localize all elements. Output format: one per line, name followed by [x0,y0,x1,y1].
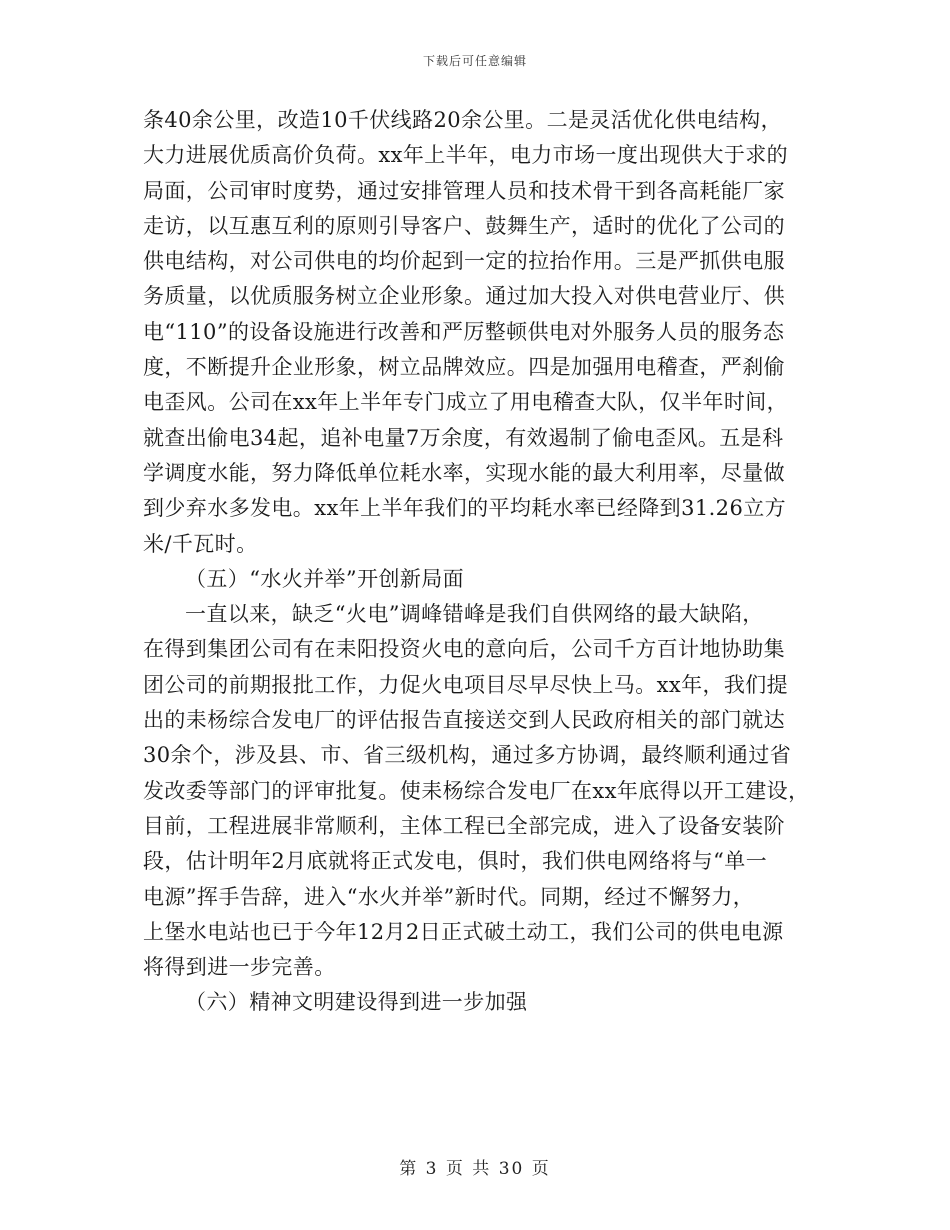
text-line: 一直以来，缺乏“火电”调峰错峰是我们自供网络的最大缺陷， [185,602,764,627]
text-line: 团公司的前期报批工作，力促火电项目尽早尽快上马。xx年，我们提 [143,672,789,697]
text-line: 就查出偷电34起，追补电量7万余度，有效遏制了偷电歪风。五是科 [143,425,784,450]
text-line: 大力进展优质高价负荷。xx年上半年，电力市场一度出现供大于求的 [143,143,789,168]
text-line: 在得到集团公司有在耒阳投资火电的意向后，公司千方百计地协助集 [143,637,785,662]
text-line: 到少弃水多发电。xx年上半年我们的平均耗水率已经降到31.26立方 [143,496,787,521]
text-line: 出的耒杨综合发电厂的评估报告直接送交到人民政府相关的部门就达 [143,708,785,733]
page-footer: 第 3 页 共 30 页 [399,1159,551,1179]
text-line: 学调度水能，努力降低单位耗水率，实现水能的最大利用率，尽量做 [143,460,785,485]
text-line: 电“110”的设备设施进行改善和严厉整顿供电对外服务人员的服务态 [143,319,785,344]
document-body [143,103,813,1021]
text-line: 米/千瓦时。 [143,531,258,556]
text-line: 将得到进一步完善。 [143,955,336,980]
text-line: 条40余公里，改造10千伏线路20余公里。二是灵活优化供电结构， [143,108,782,132]
text-line: 局面，公司审时度势，通过安排管理人员和技术骨干到各高耗能厂家 [143,178,785,203]
page-header: 下载后可任意编辑 [422,54,527,68]
text-line: 段，估计明年2月底就将正式发电，俱时，我们供电网络将与“单一 [143,849,768,874]
text-line: 务质量，以优质服务树立企业形象。通过加大投入对供电营业厅、供 [143,284,785,309]
text-line: 30余个，涉及县、市、省三级机构，通过多方协调，最终顺利通过省 [143,743,792,768]
text-line: 发改委等部门的评审批复。使耒杨综合发电厂在xx年底得以开工建设， [143,778,810,803]
text-line: 走访，以互惠互利的原则引导客户、鼓舞生产，适时的优化了公司的 [143,213,785,238]
text-line: 电歪风。公司在xx年上半年专门成立了用电稽查大队，仅半年时间， [143,390,789,415]
section-heading: （五）“水火并举”开创新局面 [185,566,465,591]
text-line: 供电结构，对公司供电的均价起到一定的拉抬作用。三是严抓供电服 [143,249,785,274]
text-line: 上堡水电站也已于今年12月2日正式破土动工，我们公司的供电电源 [143,919,784,944]
text-line: 度，不断提升企业形象，树立品牌效应。四是加强用电稽查，严刹偷 [143,355,785,380]
text-line: 电源”挥手告辞，进入“水火并举”新时代。同期，经过不懈努力， [143,884,755,909]
text-line: 目前，工程进展非常顺利，主体工程已全部完成，进入了设备安装阶 [143,813,785,838]
section-heading: （六）精神文明建设得到进一步加强 [185,990,528,1015]
